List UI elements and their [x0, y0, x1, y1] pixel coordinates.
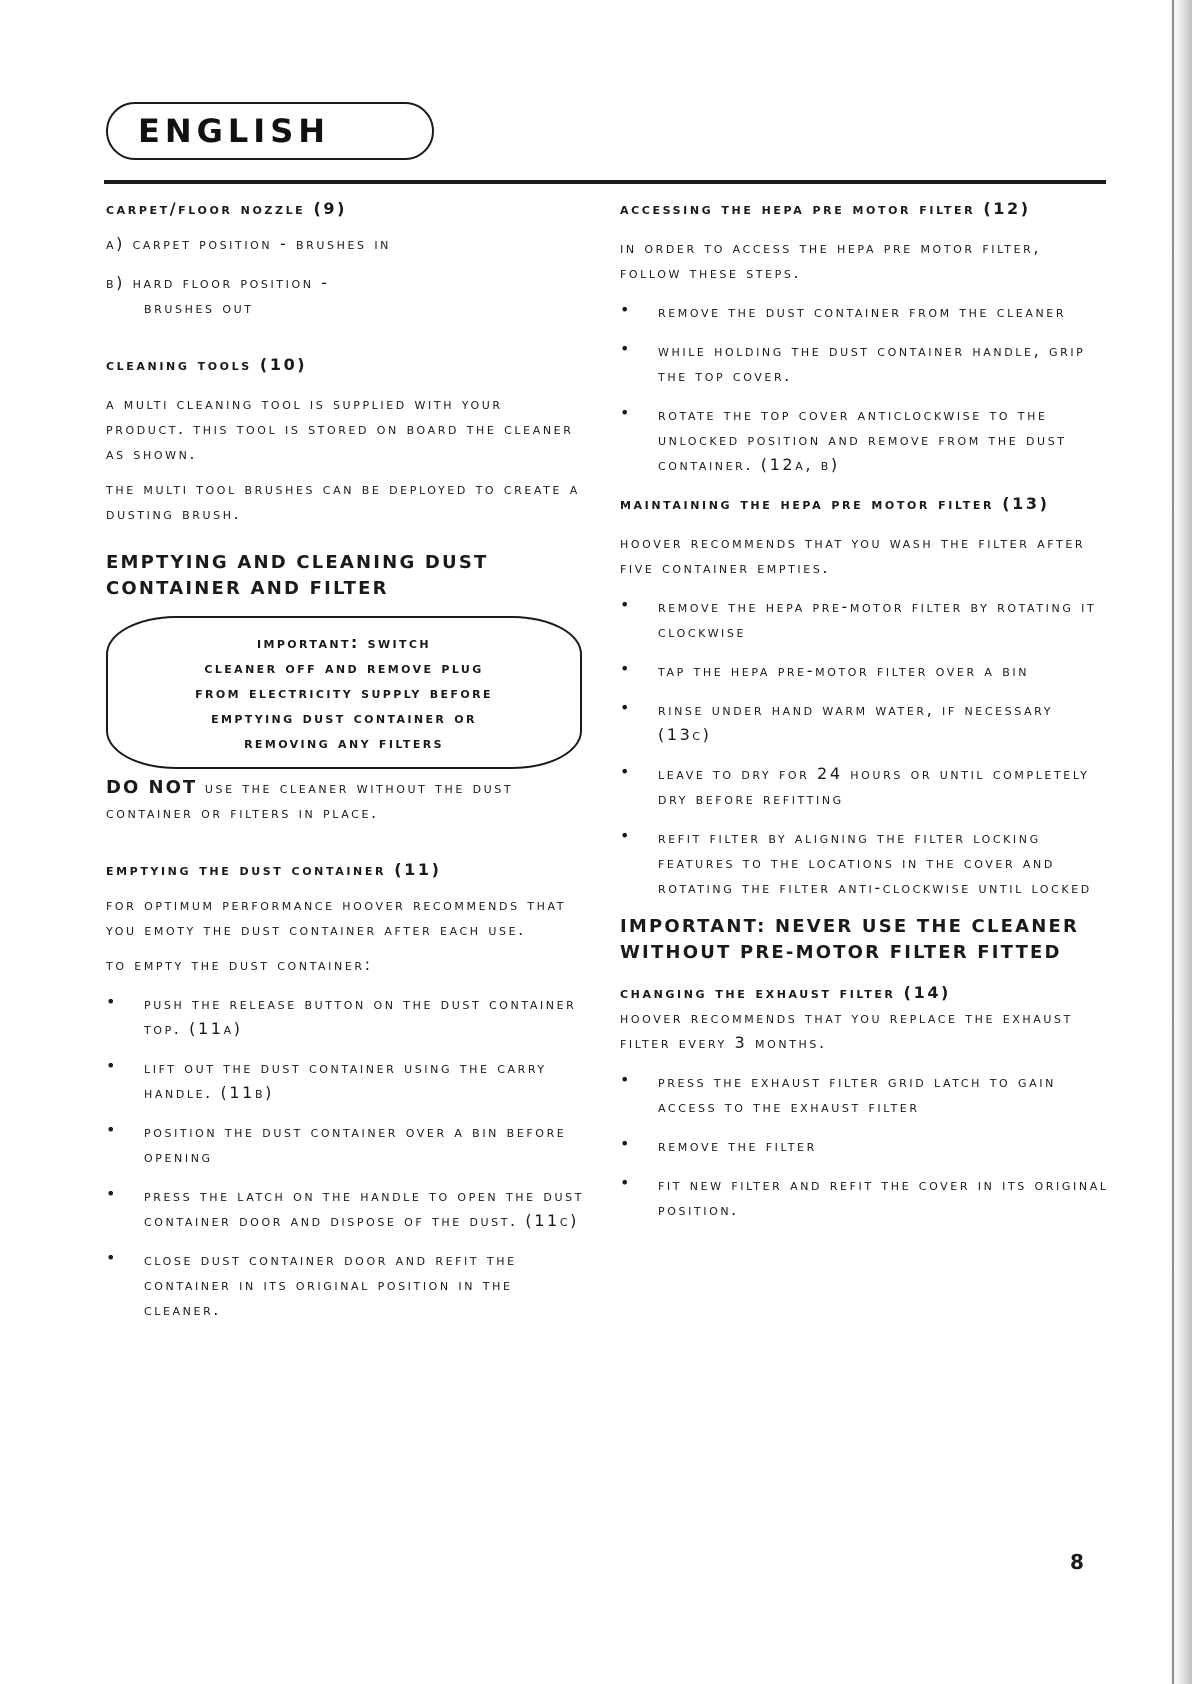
emptying-step-text: position the dust container over a bin before opening — [144, 1122, 567, 1166]
section-heading-emptying-dust-container: emptying the dust container (11) — [106, 860, 442, 879]
bullet-icon: • — [620, 698, 630, 717]
carpet-option-a: a) carpet position - brushes in — [106, 234, 391, 253]
maintaining-step-text: tap the hepa pre-motor filter over a bin — [658, 661, 1030, 680]
emptying-step-text: push the release button on the dust container top. (11a) — [144, 994, 577, 1038]
section-heading-maintaining-filter: maintaining the hepa pre motor filter (13) — [620, 494, 1050, 513]
warning-line-2: cleaner off and remove plug — [204, 658, 484, 677]
emptying-paragraph-1: for optimum performance hoover recommends that you emoty the dust container after each use. — [106, 895, 567, 939]
language-label: ENGLISH — [138, 112, 331, 150]
bullet-icon: • — [620, 339, 630, 358]
left-column — [106, 196, 588, 1322]
header-rule — [104, 180, 1106, 184]
maintaining-step-text: remove the hepa pre-motor filter by rotating it clockwise — [658, 597, 1097, 641]
maintaining-step — [620, 825, 1110, 900]
important-notice-heading: IMPORTANT: NEVER USE THE CLEANER WITHOUT PRE-MOTOR FILTER FITTED — [620, 916, 1080, 963]
emptying-step-text: lift out the dust container using the carry handle. (11b) — [144, 1058, 547, 1102]
accessing-step-text: while holding the dust container handle, grip the top cover. — [658, 341, 1086, 385]
page-number: 8 — [1070, 1550, 1084, 1574]
bullet-icon: • — [106, 1184, 116, 1203]
maintaining-step — [620, 761, 1110, 811]
bullet-icon: • — [106, 992, 116, 1011]
bullet-icon: • — [620, 595, 630, 614]
accessing-step — [620, 338, 1110, 388]
do-not-emphasis: DO NOT — [106, 777, 198, 798]
exhaust-step-text: press the exhaust filter grid latch to gain access to the exhaust filter — [658, 1072, 1056, 1116]
emptying-step-text: press the latch on the handle to open the dust container door and dispose of the dust. (11c) — [144, 1186, 584, 1230]
bullet-icon: • — [106, 1056, 116, 1075]
bullet-icon: • — [106, 1120, 116, 1139]
emptying-step — [106, 1183, 588, 1233]
emptying-step — [106, 991, 588, 1041]
section-heading-accessing-filter: accessing the hepa pre motor filter (12) — [620, 199, 1031, 218]
maintaining-step — [620, 658, 1110, 683]
accessing-step-text: rotate the top cover anticlockwise to the unlocked position and remove from the dust container. (12a, b) — [658, 405, 1067, 474]
maintaining-step-text: leave to dry for 24 hours or until completely dry before refitting — [658, 764, 1090, 808]
bullet-icon: • — [106, 1248, 116, 1267]
warning-line-3: from electricity supply before — [195, 683, 493, 702]
carpet-option-b-line1: b) hard floor position - — [106, 273, 330, 292]
warning-line-1: important: switch — [257, 633, 431, 652]
section-heading-exhaust-filter: changing the exhaust filter (14) — [620, 983, 951, 1002]
exhaust-paragraph: hoover recommends that you replace the exhaust filter every 3 months. — [620, 1008, 1073, 1052]
bullet-icon: • — [620, 300, 630, 319]
warning-callout — [106, 616, 582, 769]
language-tab — [106, 102, 434, 160]
right-column — [620, 196, 1110, 1222]
exhaust-step-text: remove the filter — [658, 1136, 817, 1155]
section-heading-carpet-nozzle: carpet/floor nozzle (9) — [106, 199, 348, 218]
accessing-step-text: remove the dust container from the cleaner — [658, 302, 1067, 321]
cleaning-tools-paragraph-2: the multi tool brushes can be deployed to create a dusting brush. — [106, 479, 580, 523]
accessing-step — [620, 299, 1110, 324]
bullet-icon: • — [620, 1173, 630, 1192]
warning-line-4: emptying dust container or — [211, 708, 477, 727]
maintaining-paragraph: hoover recommends that you wash the filter after five container empties. — [620, 533, 1086, 577]
maintaining-step-text: refit filter by aligning the filter locking features to the locations in the cover and rotating the filter anti-clockwise until locked — [658, 828, 1092, 897]
maintaining-step-text: rinse under hand warm water, if necessary (13c) — [658, 700, 1054, 744]
page-edge-line — [1172, 0, 1174, 1684]
cleaning-tools-paragraph-1: a multi cleaning tool is supplied with your product. this tool is stored on board the cleaner as shown. — [106, 394, 574, 463]
emptying-step-text: close dust container door and refit the container in its original position in the cleaner. — [144, 1250, 517, 1319]
do-not-paragraph — [106, 775, 588, 825]
exhaust-step — [620, 1069, 1110, 1119]
warning-line-5: removing any filters — [244, 733, 444, 752]
exhaust-step-text: fit new filter and refit the cover in its original position. — [658, 1175, 1109, 1219]
maintaining-step — [620, 697, 1110, 747]
bullet-icon: • — [620, 762, 630, 781]
emptying-step — [106, 1055, 588, 1105]
bullet-icon: • — [620, 403, 630, 422]
maintaining-step — [620, 594, 1110, 644]
section-heading-emptying-cleaning: EMPTYING AND CLEANING DUST CONTAINER AND FILTER — [106, 552, 489, 599]
do-not-text: use the cleaner without the dust container or filters in place. — [106, 778, 514, 822]
exhaust-step — [620, 1172, 1110, 1222]
bullet-icon: • — [620, 659, 630, 678]
accessing-paragraph: in order to access the hepa pre motor filter, follow these steps. — [620, 238, 1042, 282]
section-heading-cleaning-tools: cleaning tools (10) — [106, 355, 308, 374]
emptying-paragraph-2: to empty the dust container: — [106, 955, 373, 974]
emptying-step — [106, 1119, 588, 1169]
carpet-option-b-line2: brushes out — [144, 298, 254, 317]
accessing-step — [620, 402, 1110, 477]
emptying-step — [106, 1247, 588, 1322]
exhaust-step — [620, 1133, 1110, 1158]
bullet-icon: • — [620, 826, 630, 845]
bullet-icon: • — [620, 1134, 630, 1153]
bullet-icon: • — [620, 1070, 630, 1089]
